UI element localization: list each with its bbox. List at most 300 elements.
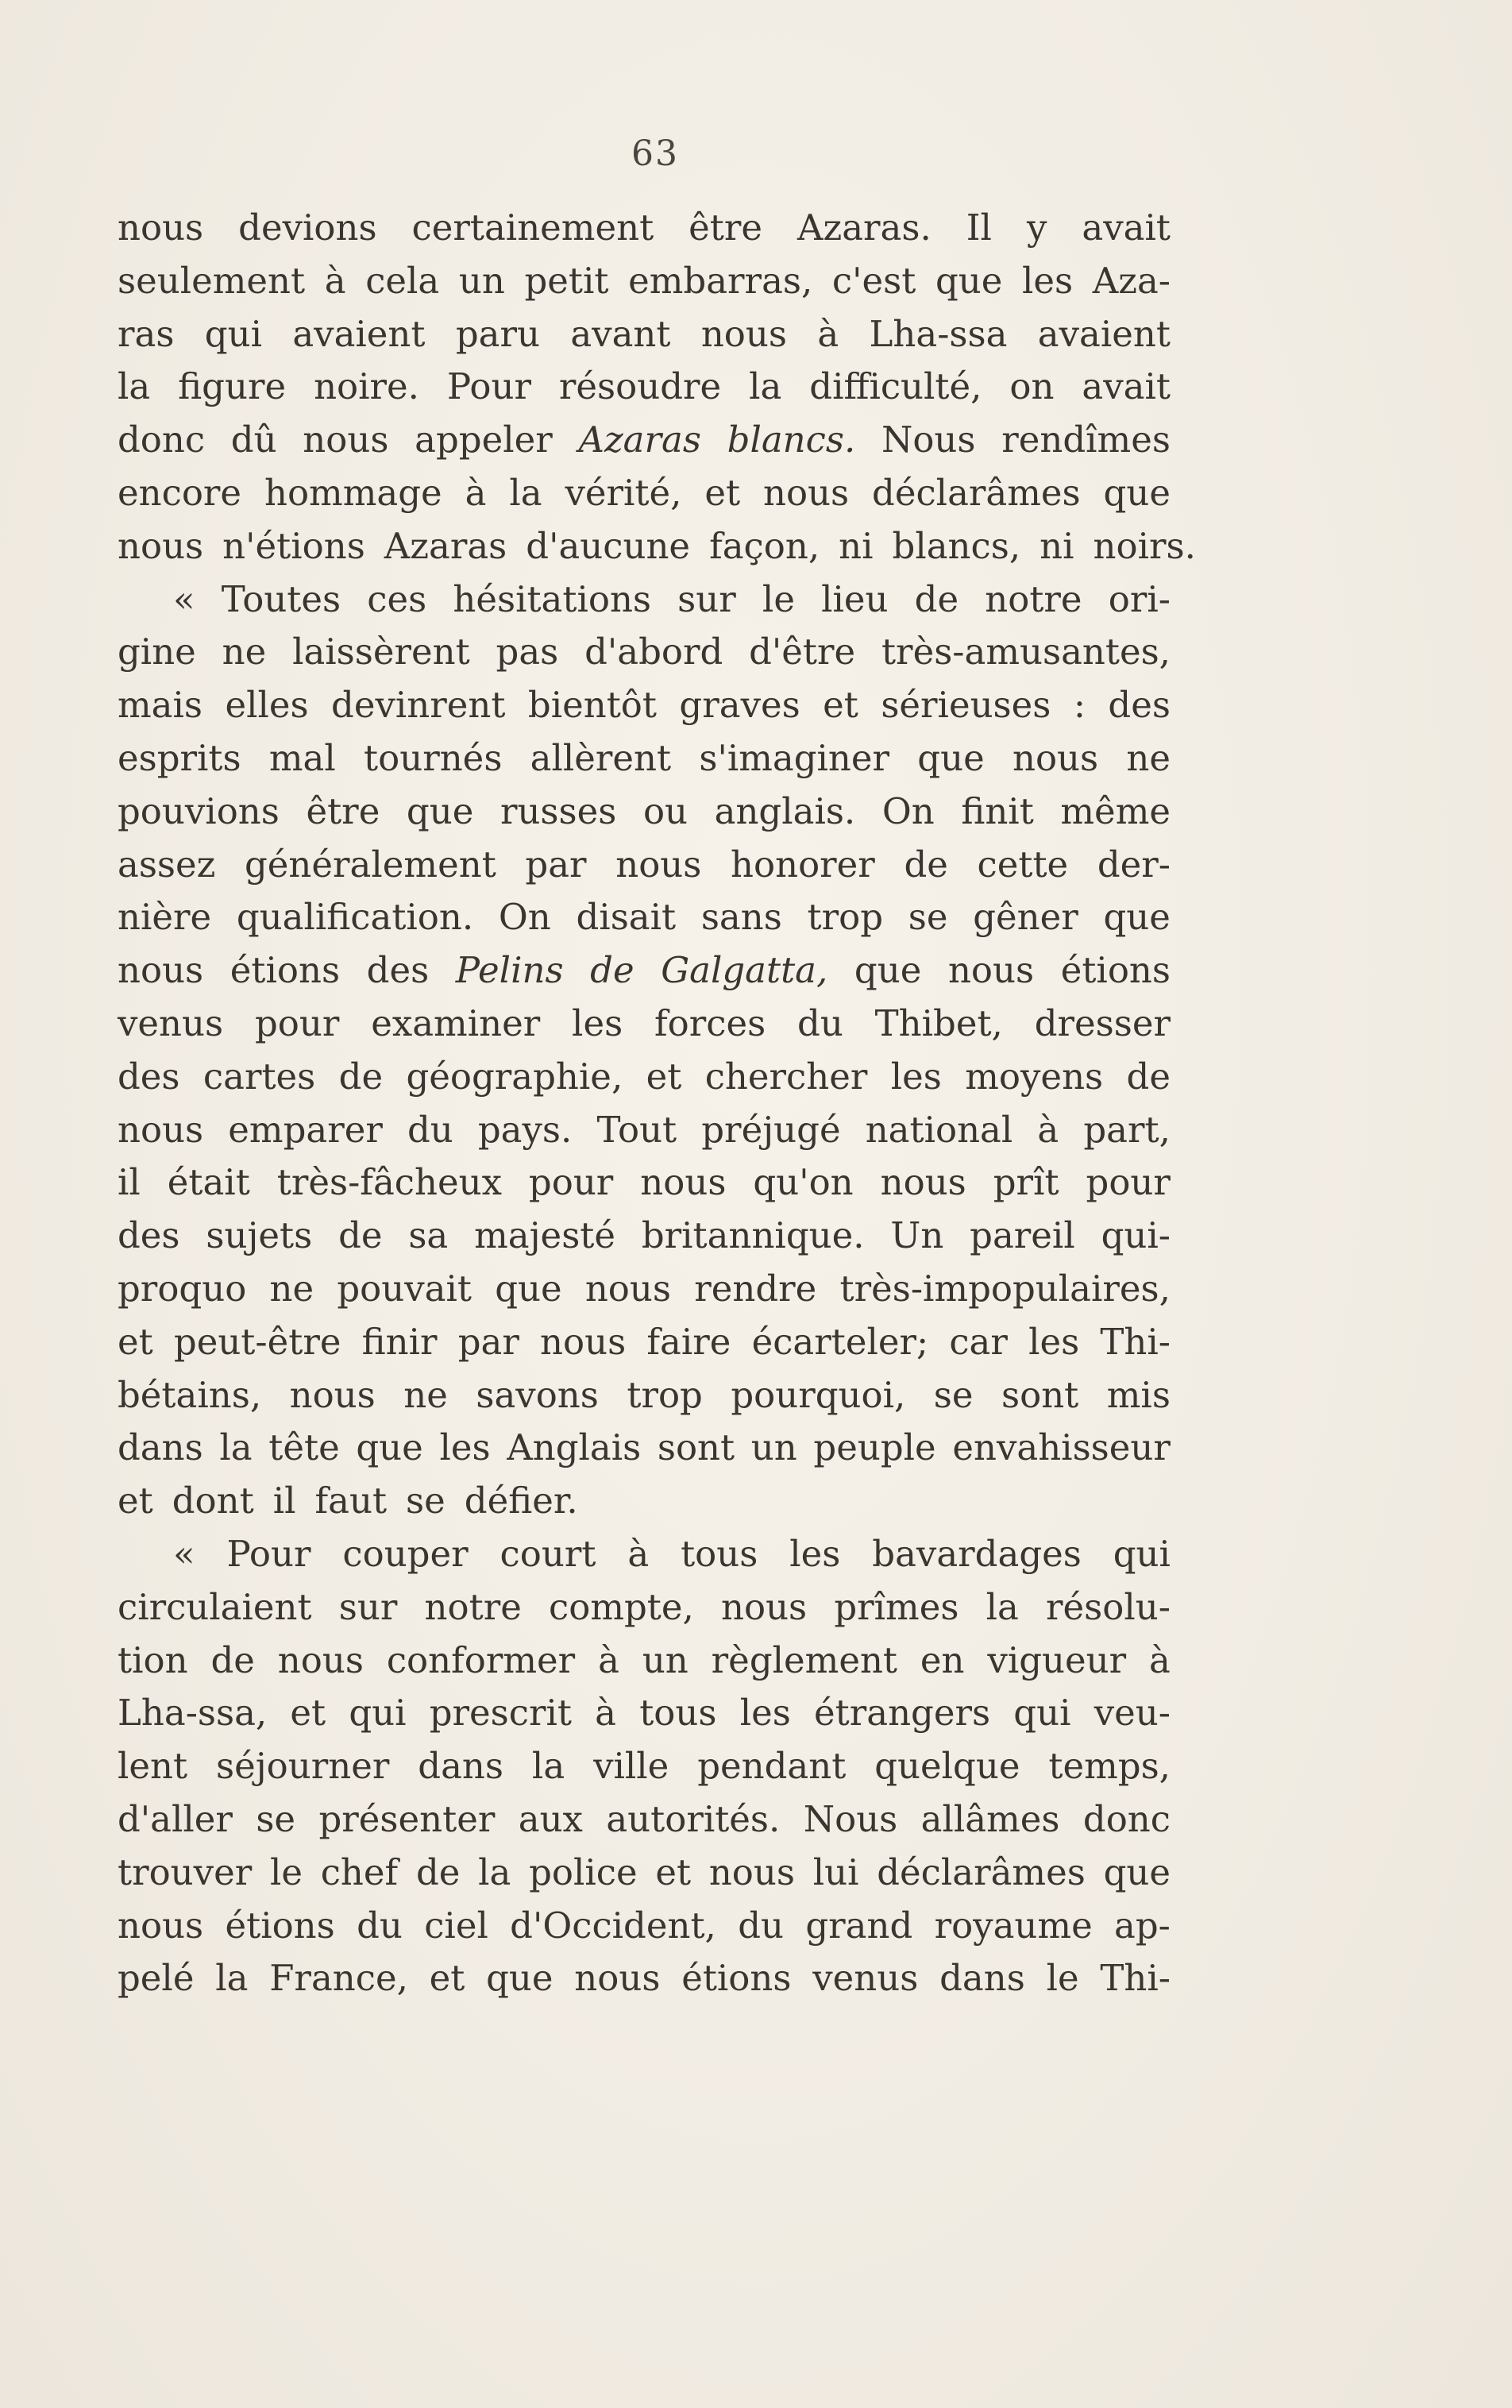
- word: temps,: [1048, 1745, 1171, 1788]
- word: cette: [977, 843, 1069, 886]
- word: même: [1060, 789, 1171, 832]
- word: la: [986, 1585, 1019, 1628]
- word: Pelins: [455, 949, 564, 992]
- text-line: [118, 520, 1196, 573]
- word: que: [1103, 1850, 1171, 1893]
- text-line: [118, 891, 1171, 944]
- word: que: [854, 949, 922, 992]
- word: embarras,: [628, 259, 813, 302]
- word: très-fâcheux: [276, 1161, 502, 1204]
- word: cartes: [202, 1055, 316, 1098]
- word: laissèrent: [292, 631, 470, 673]
- word: disait: [576, 896, 677, 939]
- word: nous: [584, 1267, 671, 1310]
- word: venus: [812, 1957, 919, 2000]
- word: majesté: [474, 1214, 615, 1257]
- word: des: [366, 949, 430, 992]
- word: à: [465, 471, 487, 514]
- word: un: [750, 1426, 797, 1469]
- word: nous: [540, 1320, 627, 1363]
- word: que: [356, 1426, 423, 1469]
- word: pareil: [970, 1214, 1075, 1257]
- word: pour: [254, 1001, 340, 1044]
- word: sujets: [206, 1214, 313, 1257]
- word: résoudre: [558, 365, 722, 408]
- text-line: [118, 1422, 1171, 1475]
- word: à: [817, 312, 839, 355]
- word: le: [269, 1850, 303, 1893]
- word: lui: [812, 1850, 859, 1893]
- word: des: [1108, 684, 1171, 727]
- text-line: [118, 573, 1171, 627]
- word: peuple: [813, 1426, 936, 1469]
- word: ville: [593, 1745, 669, 1788]
- word: étions: [225, 1904, 335, 1947]
- word: Un: [890, 1214, 944, 1257]
- word: difficulté,: [809, 365, 982, 408]
- word: allèrent: [530, 736, 672, 779]
- text-line: [118, 1369, 1171, 1422]
- word: pour: [1086, 1161, 1171, 1204]
- word: encore: [118, 471, 242, 514]
- word: s'imaginer: [699, 736, 890, 779]
- word: il: [118, 1161, 141, 1204]
- word: Azaras: [578, 419, 701, 461]
- text-line: [118, 308, 1171, 361]
- word: pays.: [477, 1108, 573, 1151]
- word: que: [1103, 471, 1171, 514]
- word: il: [272, 1480, 296, 1522]
- word: défier.: [464, 1480, 578, 1522]
- word: à: [627, 1532, 650, 1575]
- word: sa: [408, 1214, 449, 1257]
- word: mal: [268, 736, 336, 779]
- word: les: [572, 1001, 623, 1044]
- word: nous: [880, 1161, 966, 1204]
- word: ne: [269, 1267, 314, 1310]
- text-line: [118, 1475, 1171, 1528]
- word: Pour: [446, 365, 531, 408]
- word: présenter: [318, 1797, 496, 1840]
- word: très-amusantes,: [881, 631, 1171, 673]
- word: écarteler;: [751, 1320, 929, 1363]
- word: national: [865, 1108, 1013, 1151]
- word: avaient: [1037, 312, 1171, 355]
- word: cela: [365, 259, 440, 302]
- word: le: [762, 577, 795, 620]
- word: et: [118, 1320, 153, 1363]
- word: étions: [230, 949, 341, 992]
- word: devions: [238, 206, 377, 249]
- word: que: [495, 1267, 562, 1310]
- text-line: [118, 1900, 1171, 1953]
- word: lieu: [821, 577, 889, 620]
- word: à: [1037, 1108, 1059, 1151]
- word: pas: [496, 631, 559, 673]
- word: de: [338, 1055, 384, 1098]
- word: ras: [118, 312, 175, 355]
- word: sur: [338, 1585, 398, 1628]
- word: emparer: [228, 1108, 383, 1151]
- word: trop: [807, 896, 884, 939]
- word: «: [173, 1532, 195, 1575]
- word: envahisseur: [952, 1426, 1171, 1469]
- word: que: [486, 1957, 554, 2000]
- word: d'Occident,: [510, 1904, 716, 1947]
- word: part,: [1083, 1108, 1171, 1151]
- word: ces: [367, 577, 427, 620]
- word: sont: [657, 1426, 735, 1469]
- word: la: [118, 365, 151, 408]
- word: lent: [118, 1745, 188, 1788]
- word: qui: [1013, 1692, 1071, 1735]
- word: veu-: [1094, 1692, 1171, 1735]
- word: Thi-: [1100, 1957, 1171, 2000]
- text-line: [118, 361, 1171, 414]
- text-line: [118, 839, 1171, 892]
- word: qui: [1113, 1532, 1171, 1575]
- word: nous: [118, 206, 204, 249]
- word: certainement: [411, 206, 654, 249]
- word: déclarâmes: [872, 471, 1081, 514]
- word: du: [738, 1904, 784, 1947]
- word: anglais.: [714, 789, 856, 832]
- text-line: [118, 255, 1171, 308]
- word: quelque: [874, 1745, 1020, 1788]
- word: y: [1026, 206, 1047, 249]
- word: royaume: [934, 1904, 1093, 1947]
- word: nous: [118, 949, 204, 992]
- word: les: [739, 1692, 791, 1735]
- word: se: [406, 1480, 446, 1522]
- word: séjourner: [216, 1745, 390, 1788]
- word: qualification.: [236, 896, 474, 939]
- word: dans: [418, 1745, 504, 1788]
- word: Azaras.: [797, 206, 932, 249]
- word: peut-être: [173, 1320, 341, 1363]
- word: gêner: [973, 896, 1078, 939]
- word: tous: [639, 1692, 717, 1735]
- word: pendant: [697, 1745, 847, 1788]
- word: trouver: [118, 1850, 253, 1893]
- text-line: [118, 679, 1171, 732]
- word: pouvions: [118, 789, 280, 832]
- word: c'est: [831, 259, 916, 302]
- word: déclarâmes: [877, 1850, 1086, 1893]
- word: bavardages: [872, 1532, 1082, 1575]
- word: chef: [320, 1850, 399, 1893]
- word: nière: [118, 896, 212, 939]
- word: se: [256, 1797, 296, 1840]
- word: ne: [1126, 736, 1171, 779]
- word: qui: [349, 1692, 407, 1735]
- word: un: [458, 259, 505, 302]
- word: notre: [424, 1585, 522, 1628]
- word: les: [439, 1426, 491, 1469]
- word: figure: [178, 365, 287, 408]
- word: Lha-ssa: [869, 312, 1008, 355]
- word: sérieuses: [881, 684, 1051, 727]
- word: vigueur: [987, 1638, 1127, 1681]
- word: avait: [1082, 206, 1171, 249]
- word: avant: [570, 312, 671, 355]
- word: prît: [993, 1161, 1059, 1204]
- word: nous: [303, 419, 389, 461]
- word: circulaient: [118, 1585, 312, 1628]
- body-text: [118, 202, 1196, 2005]
- word: préjugé: [701, 1108, 841, 1151]
- word: et: [646, 1055, 682, 1098]
- word: Thibet,: [874, 1001, 1003, 1044]
- word: que: [917, 736, 985, 779]
- word: à: [324, 259, 346, 302]
- word: dont: [172, 1480, 254, 1522]
- word: le: [1046, 1957, 1079, 2000]
- word: esprits: [118, 736, 241, 779]
- word: et: [290, 1692, 326, 1735]
- word: la: [219, 1426, 253, 1469]
- word: du: [797, 1001, 843, 1044]
- word: pourquoi,: [731, 1373, 906, 1416]
- word: Anglais: [507, 1426, 642, 1469]
- word: notre: [985, 577, 1082, 620]
- word: par: [457, 1320, 519, 1363]
- word: géographie,: [406, 1055, 623, 1098]
- word: paru: [455, 312, 540, 355]
- word: gine: [118, 631, 196, 673]
- word: noire.: [314, 365, 419, 408]
- word: russes: [499, 789, 617, 832]
- text-line: [118, 1581, 1171, 1634]
- word: et: [655, 1850, 692, 1893]
- word: Toutes: [221, 577, 341, 620]
- text-line: [118, 732, 1171, 785]
- word: les: [890, 1055, 942, 1098]
- word: assez: [118, 843, 216, 886]
- word: avait: [1082, 365, 1171, 408]
- word: grand: [805, 1904, 913, 1947]
- word: un: [642, 1638, 688, 1681]
- word: des: [118, 1055, 180, 1098]
- word: nous: [640, 1161, 727, 1204]
- word: prescrit: [429, 1692, 572, 1735]
- word: les: [789, 1532, 841, 1575]
- word: étions: [1060, 949, 1171, 992]
- word: forces: [654, 1001, 766, 1044]
- text-line: [118, 1156, 1171, 1210]
- word: faire: [646, 1320, 731, 1363]
- word: ni: [1040, 524, 1074, 567]
- word: chercher: [704, 1055, 868, 1098]
- word: seulement: [118, 259, 306, 302]
- word: donc: [1082, 1797, 1171, 1840]
- word: à: [1149, 1638, 1171, 1681]
- word: vérité,: [565, 471, 682, 514]
- text-line: [118, 1847, 1171, 1900]
- word: blancs,: [892, 524, 1021, 567]
- word: Pour: [226, 1532, 311, 1575]
- word: «: [173, 577, 195, 620]
- word: très-impopulaires,: [839, 1267, 1171, 1310]
- word: nous: [1012, 736, 1099, 779]
- word: nous: [700, 312, 787, 355]
- word: ne: [403, 1373, 448, 1416]
- word: nous: [947, 949, 1035, 992]
- word: autorités.: [606, 1797, 781, 1840]
- word: nous: [574, 1957, 661, 2000]
- word: proquo: [118, 1267, 247, 1310]
- word: la: [478, 1850, 511, 1893]
- word: être: [688, 206, 763, 249]
- word: graves: [679, 684, 800, 727]
- word: bétains,: [118, 1373, 262, 1416]
- word: qui-: [1101, 1214, 1171, 1257]
- word: devinrent: [331, 684, 506, 727]
- word: Nous: [803, 1797, 898, 1840]
- word: sans: [700, 896, 782, 939]
- word: que: [935, 259, 1003, 302]
- word: trop: [627, 1373, 703, 1416]
- word: la: [531, 1745, 565, 1788]
- word: se: [933, 1373, 974, 1416]
- word: nous: [289, 1373, 376, 1416]
- word: allâmes: [920, 1797, 1060, 1840]
- word: moyens: [965, 1055, 1104, 1098]
- word: ni: [839, 524, 874, 567]
- word: d'aller: [118, 1797, 233, 1840]
- word: britannique.: [641, 1214, 865, 1257]
- word: On: [498, 896, 551, 939]
- word: Azaras: [384, 524, 507, 567]
- word: la: [749, 365, 782, 408]
- word: et: [704, 471, 741, 514]
- word: que: [1103, 896, 1171, 939]
- word: pouvait: [337, 1267, 472, 1310]
- word: faut: [314, 1480, 388, 1522]
- word: police: [529, 1850, 638, 1893]
- word: nous: [118, 1108, 204, 1151]
- word: France,: [269, 1957, 408, 2000]
- word: Tout: [596, 1108, 677, 1151]
- word: blancs.: [727, 419, 856, 461]
- word: façon,: [709, 524, 820, 567]
- word: être: [306, 789, 380, 832]
- word: dû: [230, 419, 277, 461]
- word: que: [406, 789, 474, 832]
- word: se: [908, 896, 948, 939]
- word: qu'on: [753, 1161, 854, 1204]
- word: tête: [268, 1426, 340, 1469]
- word: par: [525, 843, 587, 886]
- word: ou: [642, 789, 688, 832]
- word: appeler: [415, 419, 553, 461]
- word: Il: [966, 206, 992, 249]
- word: étrangers: [814, 1692, 991, 1735]
- word: règlement: [711, 1638, 898, 1681]
- word: à: [595, 1692, 617, 1735]
- text-line: [118, 1104, 1171, 1157]
- word: nous: [277, 1638, 364, 1681]
- word: dans: [939, 1957, 1025, 2000]
- word: savons: [476, 1373, 599, 1416]
- text-line: [118, 1210, 1171, 1263]
- word: Lha-ssa,: [118, 1692, 268, 1735]
- word: noirs.: [1093, 524, 1196, 567]
- word: honorer: [731, 843, 875, 886]
- word: Thi-: [1100, 1320, 1171, 1363]
- word: dresser: [1034, 1001, 1171, 1044]
- text-line: [118, 1634, 1171, 1688]
- word: mais: [118, 684, 202, 727]
- word: la: [215, 1957, 249, 2000]
- text-line: [118, 467, 1171, 520]
- word: nous: [762, 471, 850, 514]
- word: d'aucune: [526, 524, 691, 567]
- text-line: [118, 944, 1171, 998]
- word: était: [167, 1161, 250, 1204]
- word: Aza-: [1092, 259, 1171, 302]
- word: rendre: [694, 1267, 817, 1310]
- text-line: [118, 998, 1171, 1051]
- word: de: [415, 1850, 461, 1893]
- word: de: [914, 577, 959, 620]
- text-line: [118, 1316, 1171, 1369]
- word: du: [357, 1904, 403, 1947]
- word: qui: [204, 312, 262, 355]
- word: sont: [1001, 1373, 1079, 1416]
- word: en: [920, 1638, 965, 1681]
- text-line: [118, 1263, 1171, 1316]
- word: couper: [342, 1532, 469, 1575]
- word: de: [338, 1214, 383, 1257]
- text-line: [118, 785, 1171, 839]
- word: nous: [615, 843, 702, 886]
- text-line: [118, 1051, 1171, 1104]
- word: tournés: [364, 736, 503, 779]
- word: les: [1028, 1320, 1080, 1363]
- word: du: [407, 1108, 453, 1151]
- word: On: [881, 789, 935, 832]
- word: on: [1009, 365, 1055, 408]
- word: nous: [118, 1904, 204, 1947]
- word: examiner: [371, 1001, 541, 1044]
- word: pour: [528, 1161, 614, 1204]
- word: de: [1126, 1055, 1171, 1098]
- word: donc: [118, 419, 206, 461]
- word: hésitations: [453, 577, 652, 620]
- text-line: [118, 1793, 1171, 1847]
- word: mis: [1106, 1373, 1171, 1416]
- word: car: [949, 1320, 1008, 1363]
- text-line: [118, 626, 1171, 679]
- word: nous: [721, 1585, 808, 1628]
- text-line: [118, 414, 1171, 467]
- word: conformer: [386, 1638, 576, 1681]
- word: bientôt: [527, 684, 657, 727]
- word: aux: [518, 1797, 583, 1840]
- word: sur: [677, 577, 736, 620]
- word: des: [118, 1214, 180, 1257]
- text-line: [118, 1528, 1171, 1581]
- word: finir: [361, 1320, 438, 1363]
- text-line: [118, 202, 1171, 255]
- word: pelé: [118, 1957, 195, 2000]
- word: Nous: [881, 419, 976, 461]
- word: et: [429, 1957, 465, 2000]
- word: de: [590, 949, 634, 992]
- word: étions: [681, 1957, 792, 2000]
- word: ap-: [1114, 1904, 1171, 1947]
